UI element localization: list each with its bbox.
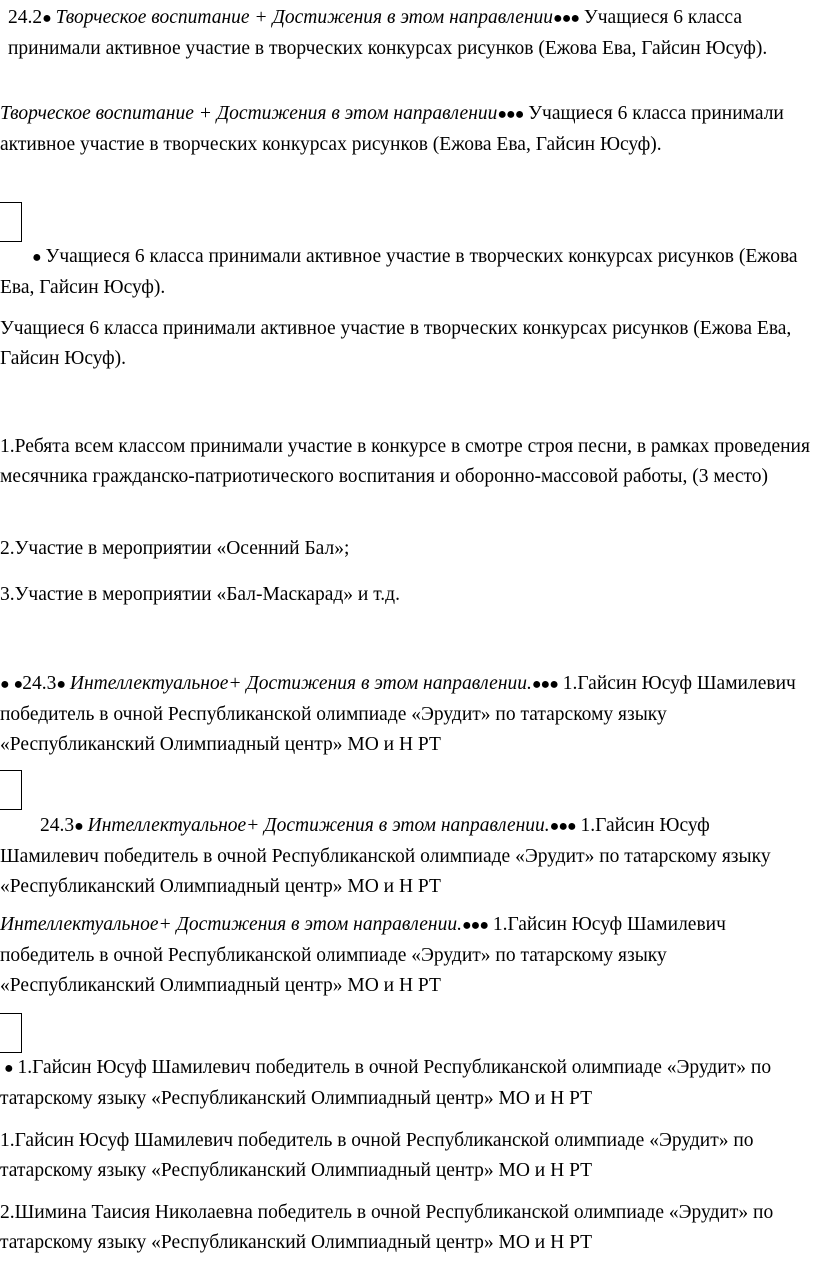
double-bullet-icon: ●● xyxy=(470,917,488,934)
bullet-paragraph xyxy=(0,1053,810,1114)
bullet-icon: ● xyxy=(42,10,51,27)
empty-frame xyxy=(0,1013,22,1053)
list-item: 2.Участие в мероприятии «Осенний Бал»; xyxy=(0,538,350,559)
section-heading: Интеллектуальное+ Достижения в этом направлении. xyxy=(69,673,532,694)
list-item: 2.Шимина Таисия Николаевна победитель в очной Республиканской олимпиаде «Эрудит» по татарскому языку «Республиканский Олимпиадный центр» МО и Н РТ xyxy=(0,1202,774,1253)
section-heading: Творческое воспитание + Достижения в этом направлении xyxy=(55,7,554,28)
bullet-icon: ● xyxy=(461,917,471,934)
bullet-icon: ● xyxy=(4,1060,13,1077)
section-number: 24.3 xyxy=(22,673,57,694)
bullet-paragraph xyxy=(0,242,810,303)
double-bullet-icon: ●● xyxy=(540,676,558,693)
bullet-icon: ● xyxy=(497,106,507,123)
plain-paragraph xyxy=(0,314,810,374)
empty-frame xyxy=(0,202,22,242)
paragraph-text: Учащиеся 6 класса принимали активное участие в творческих конкурсах рисунков (Ежова Ева, Гайсин Юсуф). xyxy=(0,318,792,369)
paragraph-text: Учащиеся 6 класса принимали активное участие в творческих конкурсах рисунков (Ежова Ева, Гайсин Юсуф). xyxy=(0,103,784,155)
list-item: 1.Ребята всем классом принимали участие в конкурсе в смотре строя песни, в рамках проведения месячника гражданско-патриотического воспитания и оборонно-массовой работы, (3 место) xyxy=(0,436,810,487)
section-number: 24.2 xyxy=(8,7,43,28)
section-heading: Творческое воспитание + Достижения в этом направлении xyxy=(0,103,498,124)
section-24-3-paragraph xyxy=(0,811,810,902)
section-heading: Интеллектуальное+ Достижения в этом направлении. xyxy=(0,914,462,935)
double-bullet-icon: ●● xyxy=(558,818,576,835)
paragraph-text: 1.Гайсин Юсуф Шамилевич победитель в очной Республиканской олимпиаде «Эрудит» по татарскому языку «Республиканский Олимпиадный центр» МО и Н РТ xyxy=(0,914,726,996)
bullet-icon: ● xyxy=(56,676,66,693)
paragraph-text: 1.Гайсин Юсуф Шамилевич победитель в очной Республиканской олимпиаде «Эрудит» по татарскому языку «Республиканский Олимпиадный центр» МО и Н РТ xyxy=(0,815,771,897)
paragraph-text: Учащиеся 6 класса принимали активное участие в творческих конкурсах рисунков (Ежова Ева, Гайсин Юсуф). xyxy=(8,7,768,59)
bullet-icon: ● xyxy=(32,249,41,266)
section-24-3-paragraph xyxy=(0,669,810,760)
bullet-icon: ● xyxy=(549,818,559,835)
repeated-heading-paragraph xyxy=(0,910,810,1001)
list-item: 3.Участие в мероприятии «Бал-Маскарад» и т.д. xyxy=(0,584,400,605)
section-24-2-paragraph xyxy=(0,3,816,64)
repeated-heading-paragraph xyxy=(0,99,810,160)
empty-frame xyxy=(0,770,22,810)
paragraph-text: 1.Гайсин Юсуф Шамилевич победитель в очной Республиканской олимпиаде «Эрудит» по татарскому языку «Республиканский Олимпиадный центр» МО и Н РТ xyxy=(0,673,796,755)
section-heading: Интеллектуальное+ Достижения в этом направлении. xyxy=(87,815,550,836)
double-bullet-icon: ●● xyxy=(561,10,580,27)
bullet-icon: ● xyxy=(0,676,9,693)
double-bullet-icon: ●● xyxy=(506,106,524,123)
bullet-icon: ● xyxy=(531,676,541,693)
section-number: 24.3 xyxy=(40,815,75,836)
paragraph-text: 1.Гайсин Юсуф Шамилевич победитель в очной Республиканской олимпиаде «Эрудит» по татарскому языку «Республиканский Олимпиадный центр» МО и Н РТ xyxy=(0,1057,772,1109)
bullet-icon: ● xyxy=(74,818,83,835)
bullet-icon: ● xyxy=(13,676,23,693)
paragraph-text: Учащиеся 6 класса принимали активное участие в творческих конкурсах рисунков (Ежова Ева, Гайсин Юсуф). xyxy=(0,246,798,298)
list-item: 1.Гайсин Юсуф Шамилевич победитель в очной Республиканской олимпиаде «Эрудит» по татарскому языку «Республиканский Олимпиадный центр» МО и Н РТ xyxy=(0,1130,754,1181)
bullet-icon: ● xyxy=(553,10,562,27)
